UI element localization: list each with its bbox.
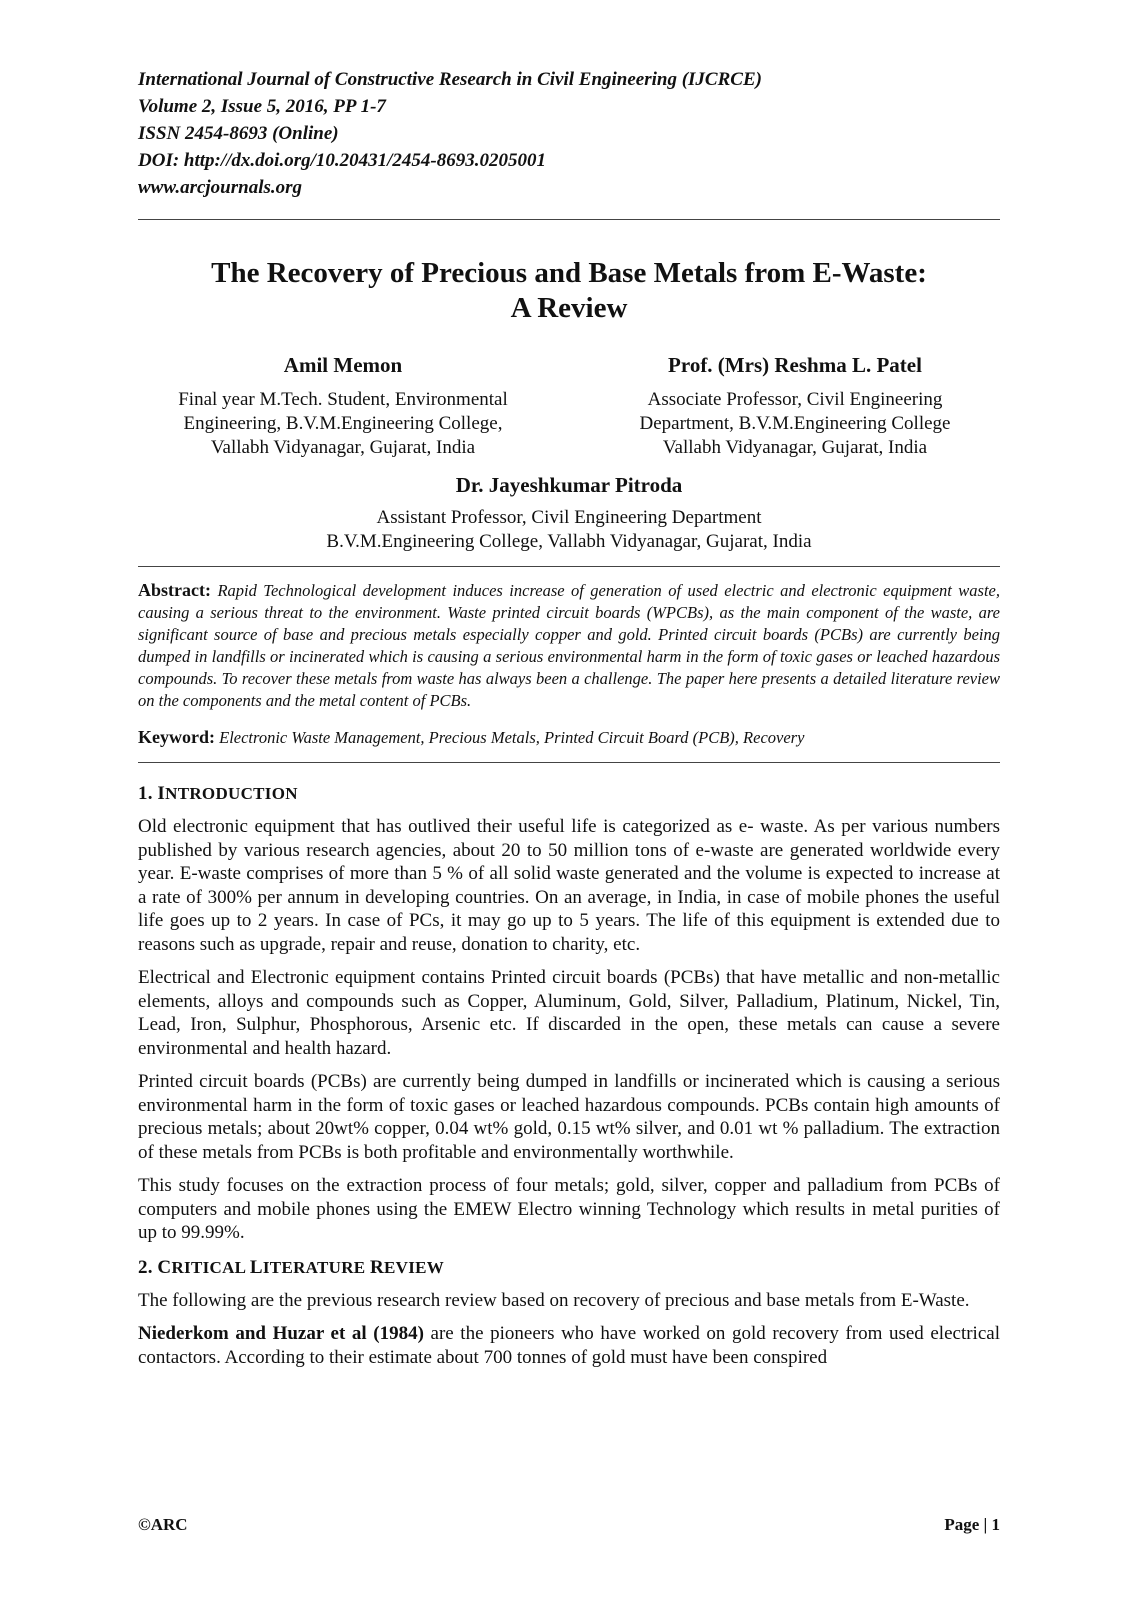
heading-smallcaps: NTRODUCTION <box>165 784 298 803</box>
section-heading-literature-review <box>138 1257 1000 1279</box>
journal-name: International Journal of Constructive Research in Civil Engineering (IJCRCE) <box>138 69 762 90</box>
abstract-top-divider <box>138 566 1000 567</box>
footer-copyright: ©ARC <box>138 1515 188 1534</box>
heading-smallcaps: RITICAL <box>171 1257 250 1277</box>
review-paragraph-1: The following are the previous research review based on recovery of precious and base metals from E-Waste. <box>138 1289 970 1311</box>
intro-paragraph-1: Old electronic equipment that has outlived their useful life is categorized as e- waste. As per various numbers published by various research agencies, about 20 to 50 million tons of e-waste are generated worldwide every year. E-waste comprises of more than 5 % of all solid waste generated and the volume is expected to increase at a rate of 300% per annum in developing countries. On an average, in India, in case of mobile phones the useful life goes up to 2 years. In case of PCs, it may go up to 5 years. The life of this equipment is extended due to reasons such as upgrade, repair and reuse, donation to charity, etc. <box>138 816 1000 955</box>
abstract-text: Rapid Technological development induces increase of generation of used electric and electronic equipment waste, causing a serious threat to the environment. Waste printed circuit boards (WPCBs), as the main component of the waste, are significant source of base and precious metals especially copper and gold. Printed circuit boards (PCBs) are currently being dumped in landfills or incinerated which is causing a serious environmental harm in the form of toxic gases or leached hazardous compounds. To recover these metals from waste has always been a challenge. The paper here presents a detailed literature review on the components and the metal content of PCBs. <box>138 581 1001 710</box>
affiliation-line: Final year M.Tech. Student, Environmental <box>178 389 508 410</box>
title-line-2: A Review <box>510 292 628 324</box>
heading-initial: C <box>157 1256 172 1278</box>
review-paragraph-2 <box>138 1322 1000 1369</box>
author-affiliation <box>590 388 1000 460</box>
page-footer <box>138 1515 1000 1535</box>
title-line-1: The Recovery of Precious and Base Metals from E-Waste: <box>211 257 927 289</box>
intro-paragraph-2: Electrical and Electronic equipment contains Printed circuit boards (PCBs) that have metallic and non-metallic elements, alloys and compounds such as Copper, Aluminum, Gold, Silver, Palladium, Platinum, Nickel, Tin, Lead, Iron, Sulphur, Phosphorous, Arsenic etc. If discarded in the open, these metals can cause a severe environmental and health hazard. <box>138 967 1000 1059</box>
journal-issn: ISSN 2454-8693 (Online) <box>138 123 339 144</box>
author-block-1 <box>138 352 548 460</box>
journal-volume: Volume 2, Issue 5, 2016, PP 1-7 <box>138 96 386 117</box>
citation-authors: Niederkom and Huzar et al (1984) <box>138 1323 424 1344</box>
heading-initial: L <box>249 1256 263 1278</box>
affiliation-line: Assistant Professor, Civil Engineering Department <box>376 507 762 528</box>
affiliation-line: Engineering, B.V.M.Engineering College, <box>183 413 503 434</box>
keyword-label: Keyword: <box>138 727 215 747</box>
author-affiliation <box>138 506 1000 554</box>
section-heading-introduction <box>138 783 1000 805</box>
author-block-3 <box>138 472 1000 554</box>
intro-paragraph-3: Printed circuit boards (PCBs) are currently being dumped in landfills or incinerated which is causing a serious environmental harm in the form of toxic gases or leached hazardous compounds. PCBs contain high amounts of precious metals; about 20wt% copper, 0.04 wt% gold, 0.15 wt% silver, and 0.01 wt % palladium. The extraction of these metals from PCBs is both profitable and environmentally worthwhile. <box>138 1071 1000 1163</box>
keyword-text: Electronic Waste Management, Precious Metals, Printed Circuit Board (PCB), Recovery <box>219 728 805 747</box>
heading-smallcaps: ITERATURE <box>262 1257 370 1277</box>
heading-smallcaps: EVIEW <box>384 1257 445 1277</box>
abstract <box>138 579 1000 712</box>
affiliation-line: B.V.M.Engineering College, Vallabh Vidyanagar, Gujarat, India <box>326 531 812 552</box>
author-affiliation <box>138 388 548 460</box>
abstract-bottom-divider <box>138 762 1000 763</box>
header-divider <box>138 219 1000 220</box>
section-number: 1. <box>138 783 153 804</box>
citation-text: are the pioneers who have worked on gold recovery from used electrical contactors. According to their estimate about 700 tonnes of gold must have been conspired <box>138 1323 1000 1368</box>
paper-page <box>138 66 1000 1379</box>
author-row <box>138 352 1000 460</box>
section-number: 2. <box>138 1256 153 1278</box>
author-name: Amil Memon <box>283 353 403 377</box>
heading-initial: I <box>157 783 166 804</box>
affiliation-line: Vallabh Vidyanagar, Gujarat, India <box>210 437 476 458</box>
author-block-2 <box>590 352 1000 460</box>
intro-paragraph-4: This study focuses on the extraction process of four metals; gold, silver, copper and palladium from PCBs of computers and mobile phones using the EMEW Electro winning Technology which results in metal purities of up to 99.99%. <box>138 1175 1000 1243</box>
affiliation-line: Department, B.V.M.Engineering College <box>639 413 951 434</box>
keywords <box>138 726 1000 749</box>
affiliation-line: Associate Professor, Civil Engineering <box>647 389 943 410</box>
affiliation-line: Vallabh Vidyanagar, Gujarat, India <box>662 437 928 458</box>
abstract-label: Abstract: <box>138 580 211 600</box>
paper-title <box>138 256 1000 326</box>
author-name: Dr. Jayeshkumar Pitroda <box>455 473 683 497</box>
author-name: Prof. (Mrs) Reshma L. Patel <box>668 353 922 377</box>
footer-page-number: Page | 1 <box>944 1515 1000 1534</box>
heading-initial: R <box>369 1256 384 1278</box>
journal-header <box>138 66 1000 201</box>
journal-doi[interactable]: DOI: http://dx.doi.org/10.20431/2454-8693.0205001 <box>138 150 546 171</box>
journal-website[interactable]: www.arcjournals.org <box>138 177 303 198</box>
